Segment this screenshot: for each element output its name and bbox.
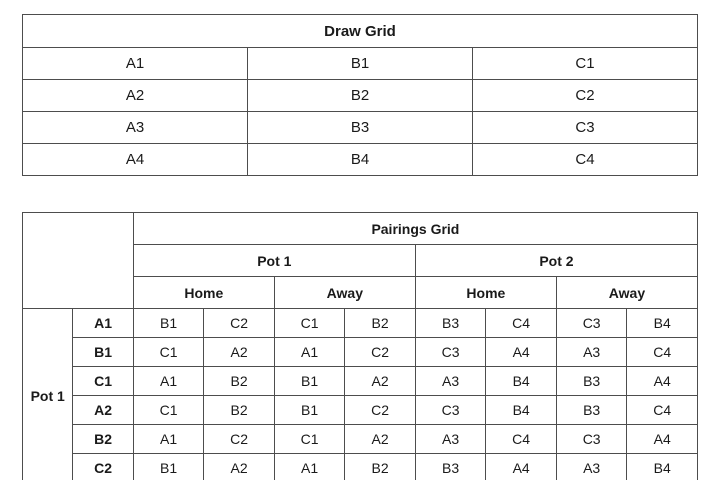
pairings-cell: A4 bbox=[486, 338, 557, 367]
draw-grid-cell: C4 bbox=[473, 144, 698, 176]
pairings-row-group-label: Pot 1 bbox=[23, 309, 73, 480]
table-row bbox=[23, 48, 698, 80]
pairings-cell: C2 bbox=[345, 338, 416, 367]
pairings-cell: B1 bbox=[274, 367, 345, 396]
pairings-cell: B1 bbox=[133, 309, 204, 338]
draw-grid-table bbox=[22, 14, 698, 176]
pairings-cell: C4 bbox=[627, 396, 698, 425]
pairings-pot-header: Pot 1 bbox=[133, 245, 415, 277]
pairings-ha-header: Home bbox=[415, 277, 556, 309]
pairings-cell: C4 bbox=[486, 309, 557, 338]
pairings-cell: A1 bbox=[133, 425, 204, 454]
pairings-cell: B2 bbox=[204, 367, 275, 396]
pairings-cell: A3 bbox=[556, 454, 627, 480]
pairings-cell: B1 bbox=[133, 454, 204, 480]
draw-grid-cell: B1 bbox=[248, 48, 473, 80]
draw-grid-cell: B2 bbox=[248, 80, 473, 112]
pairings-title-row bbox=[23, 213, 698, 245]
pairings-cell: A2 bbox=[204, 338, 275, 367]
pairings-row-label: B1 bbox=[73, 338, 133, 367]
pairings-cell: B3 bbox=[415, 454, 486, 480]
pairings-row-label: C1 bbox=[73, 367, 133, 396]
pairings-cell: B4 bbox=[627, 309, 698, 338]
pairings-grid-table bbox=[22, 212, 698, 480]
table-row bbox=[23, 396, 698, 425]
table-row bbox=[23, 144, 698, 176]
pairings-row-label: A1 bbox=[73, 309, 133, 338]
draw-grid-cell: C2 bbox=[473, 80, 698, 112]
pairings-cell: A4 bbox=[486, 454, 557, 480]
pairings-cell: B2 bbox=[345, 309, 416, 338]
table-row bbox=[23, 338, 698, 367]
pairings-ha-header: Away bbox=[556, 277, 697, 309]
pairings-cell: A1 bbox=[274, 338, 345, 367]
pairings-cell: C3 bbox=[415, 396, 486, 425]
pairings-cell: B3 bbox=[556, 396, 627, 425]
pairings-cell: A3 bbox=[415, 367, 486, 396]
pairings-cell: C2 bbox=[204, 309, 275, 338]
pairings-cell: C4 bbox=[627, 338, 698, 367]
draw-grid-cell: B3 bbox=[248, 112, 473, 144]
draw-grid-title: Draw Grid bbox=[23, 15, 698, 48]
pairings-cell: A3 bbox=[415, 425, 486, 454]
table-row bbox=[23, 367, 698, 396]
pairings-row-label: B2 bbox=[73, 425, 133, 454]
draw-grid-cell: A1 bbox=[23, 48, 248, 80]
pairings-cell: B2 bbox=[204, 396, 275, 425]
pairings-cell: C2 bbox=[204, 425, 275, 454]
pairings-cell: C4 bbox=[486, 425, 557, 454]
table-row bbox=[23, 112, 698, 144]
pairings-row-label: A2 bbox=[73, 396, 133, 425]
pairings-row-label: C2 bbox=[73, 454, 133, 480]
draw-grid-cell: C3 bbox=[473, 112, 698, 144]
pairings-cell: A2 bbox=[345, 367, 416, 396]
pairings-cell: A3 bbox=[556, 338, 627, 367]
pairings-cell: B3 bbox=[556, 367, 627, 396]
pairings-cell: B3 bbox=[415, 309, 486, 338]
draw-grid-title-row bbox=[23, 15, 698, 48]
pairings-cell: A1 bbox=[274, 454, 345, 480]
pairings-cell: B1 bbox=[274, 396, 345, 425]
pairings-cell: A4 bbox=[627, 367, 698, 396]
draw-grid-cell: A3 bbox=[23, 112, 248, 144]
pairings-cell: C1 bbox=[133, 396, 204, 425]
pairings-cell: C3 bbox=[556, 425, 627, 454]
pairings-cell: B4 bbox=[627, 454, 698, 480]
table-row bbox=[23, 80, 698, 112]
pairings-cell: C1 bbox=[274, 309, 345, 338]
draw-grid-cell: B4 bbox=[248, 144, 473, 176]
pairings-cell: B2 bbox=[345, 454, 416, 480]
table-row bbox=[23, 454, 698, 480]
pairings-cell: A1 bbox=[133, 367, 204, 396]
draw-grid-cell: C1 bbox=[473, 48, 698, 80]
pairings-cell: A2 bbox=[204, 454, 275, 480]
pairings-ha-header: Home bbox=[133, 277, 274, 309]
pairings-cell: A4 bbox=[627, 425, 698, 454]
pairings-cell: B4 bbox=[486, 396, 557, 425]
draw-grid-cell: A4 bbox=[23, 144, 248, 176]
table-row bbox=[23, 425, 698, 454]
pairings-grid-title: Pairings Grid bbox=[133, 213, 697, 245]
pairings-cell: C1 bbox=[133, 338, 204, 367]
pairings-cell: C3 bbox=[556, 309, 627, 338]
pairings-cell: C1 bbox=[274, 425, 345, 454]
pairings-cell: C3 bbox=[415, 338, 486, 367]
corner-blank-cell bbox=[23, 213, 134, 309]
pairings-pot-header: Pot 2 bbox=[415, 245, 697, 277]
pairings-cell: C2 bbox=[345, 396, 416, 425]
pairings-cell: A2 bbox=[345, 425, 416, 454]
section-spacer bbox=[22, 176, 698, 212]
pairings-cell: B4 bbox=[486, 367, 557, 396]
pairings-ha-header: Away bbox=[274, 277, 415, 309]
table-row bbox=[23, 309, 698, 338]
draw-grid-cell: A2 bbox=[23, 80, 248, 112]
